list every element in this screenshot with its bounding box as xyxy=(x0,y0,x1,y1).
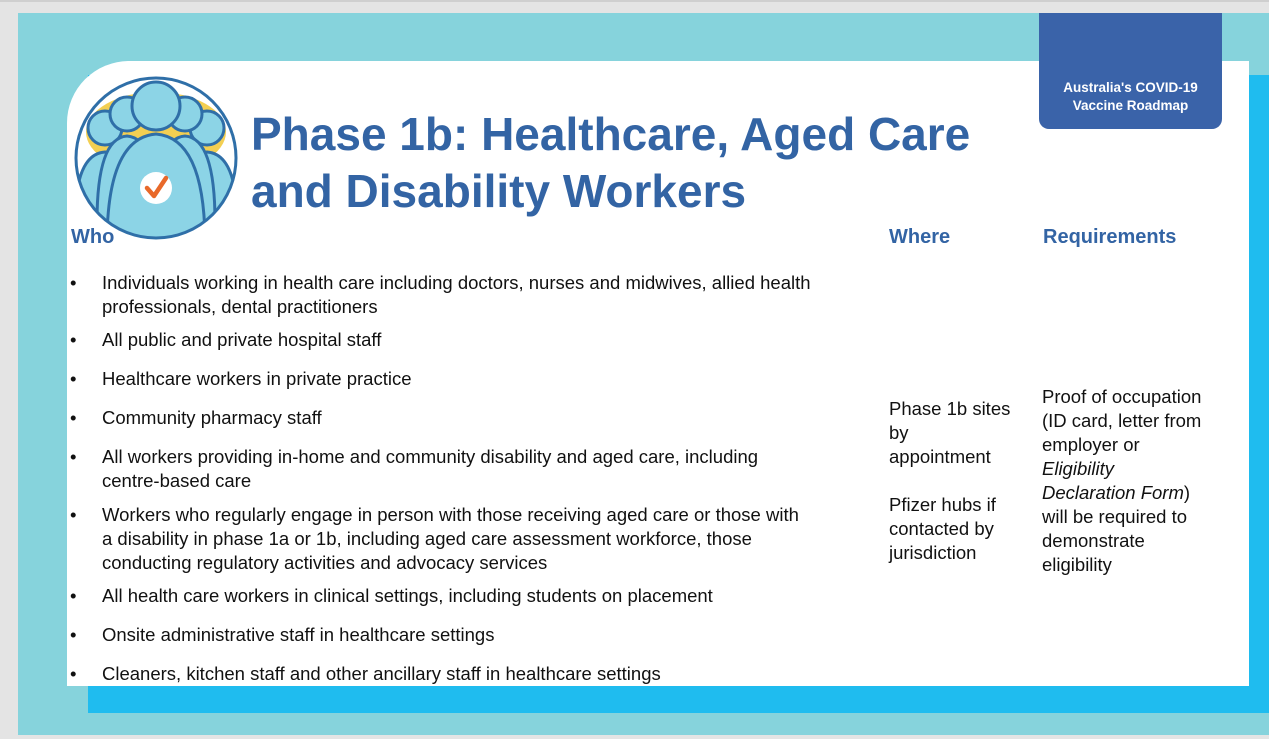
list-item-line: Workers who regularly engage in person with those receiving aged care or those with xyxy=(102,504,799,525)
bullet-dot: • xyxy=(70,407,77,428)
column-header-who: Who xyxy=(71,226,115,248)
people-group-check-icon xyxy=(67,72,243,244)
where-line: by xyxy=(889,422,909,443)
requirements-column xyxy=(1042,385,1201,577)
bullet-dot: • xyxy=(70,446,77,467)
bullet-dot: • xyxy=(70,329,77,350)
requirements-line: (ID card, letter from xyxy=(1042,410,1202,431)
title-line-2: and Disability Workers xyxy=(251,165,747,217)
column-header-where: Where xyxy=(889,226,951,248)
requirements-line: will be required to xyxy=(1042,506,1187,527)
requirements-line: Proof of occupation xyxy=(1042,386,1202,407)
list-item-line: All public and private hospital staff xyxy=(102,329,382,350)
bullet-dot: • xyxy=(70,272,77,293)
list-item-line: a disability in phase 1a or 1b, including aged care assessment workforce, those xyxy=(102,528,752,549)
list-item-line: conducting regulatory activities and advocacy services xyxy=(102,552,548,573)
where-line: jurisdiction xyxy=(889,542,977,563)
requirements-line xyxy=(1042,457,1201,481)
list-item xyxy=(70,328,885,352)
list-item-line: professionals, dental practitioners xyxy=(102,296,378,317)
list-item-line: All health care workers in clinical settings, including students on placement xyxy=(102,585,713,606)
list-item-line: centre-based care xyxy=(102,470,252,491)
list-item xyxy=(70,406,885,430)
title-line-1: Phase 1b: Healthcare, Aged Care xyxy=(251,108,971,160)
where-line: Phase 1b sites xyxy=(889,398,1011,419)
list-item xyxy=(70,271,885,319)
list-item-line: Individuals working in health care including doctors, nurses and midwives, allied health xyxy=(102,272,811,293)
list-item xyxy=(70,503,885,575)
bullet-dot: • xyxy=(70,368,77,389)
requirements-line: eligibility xyxy=(1042,554,1112,575)
bullet-dot: • xyxy=(70,663,77,684)
list-item-line: Onsite administrative staff in healthcare settings xyxy=(102,624,495,645)
requirements-italic: Eligibility xyxy=(1042,458,1114,479)
where-line: appointment xyxy=(889,446,991,467)
list-item xyxy=(70,584,885,608)
badge-line-2: Vaccine Roadmap xyxy=(1072,98,1189,113)
requirements-line xyxy=(1042,481,1201,505)
bullet-dot: • xyxy=(70,624,77,645)
where-column xyxy=(889,397,1010,565)
list-item-line: Healthcare workers in private practice xyxy=(102,368,412,389)
list-item xyxy=(70,367,885,391)
window-top-border xyxy=(0,0,1269,2)
roadmap-badge xyxy=(1039,13,1222,129)
requirements-tail: ) xyxy=(1183,482,1191,503)
where-line: Pfizer hubs if xyxy=(889,494,996,515)
page-title xyxy=(251,106,970,220)
list-item xyxy=(70,445,885,493)
list-item-line: Community pharmacy staff xyxy=(102,407,322,428)
list-item-line: Cleaners, kitchen staff and other ancillary staff in healthcare settings xyxy=(102,663,661,684)
list-item-line: All workers providing in-home and community disability and aged care, including xyxy=(102,446,759,467)
column-header-requirements: Requirements xyxy=(1043,226,1177,248)
requirements-italic: Declaration Form xyxy=(1042,482,1184,503)
where-line: contacted by xyxy=(889,518,994,539)
bullet-dot: • xyxy=(70,504,77,525)
requirements-line: demonstrate xyxy=(1042,530,1145,551)
list-item xyxy=(70,662,885,686)
requirements-line: employer or xyxy=(1042,434,1140,455)
badge-line-1: Australia's COVID-19 xyxy=(1063,80,1198,95)
bullet-dot: • xyxy=(70,585,77,606)
list-item xyxy=(70,623,885,647)
